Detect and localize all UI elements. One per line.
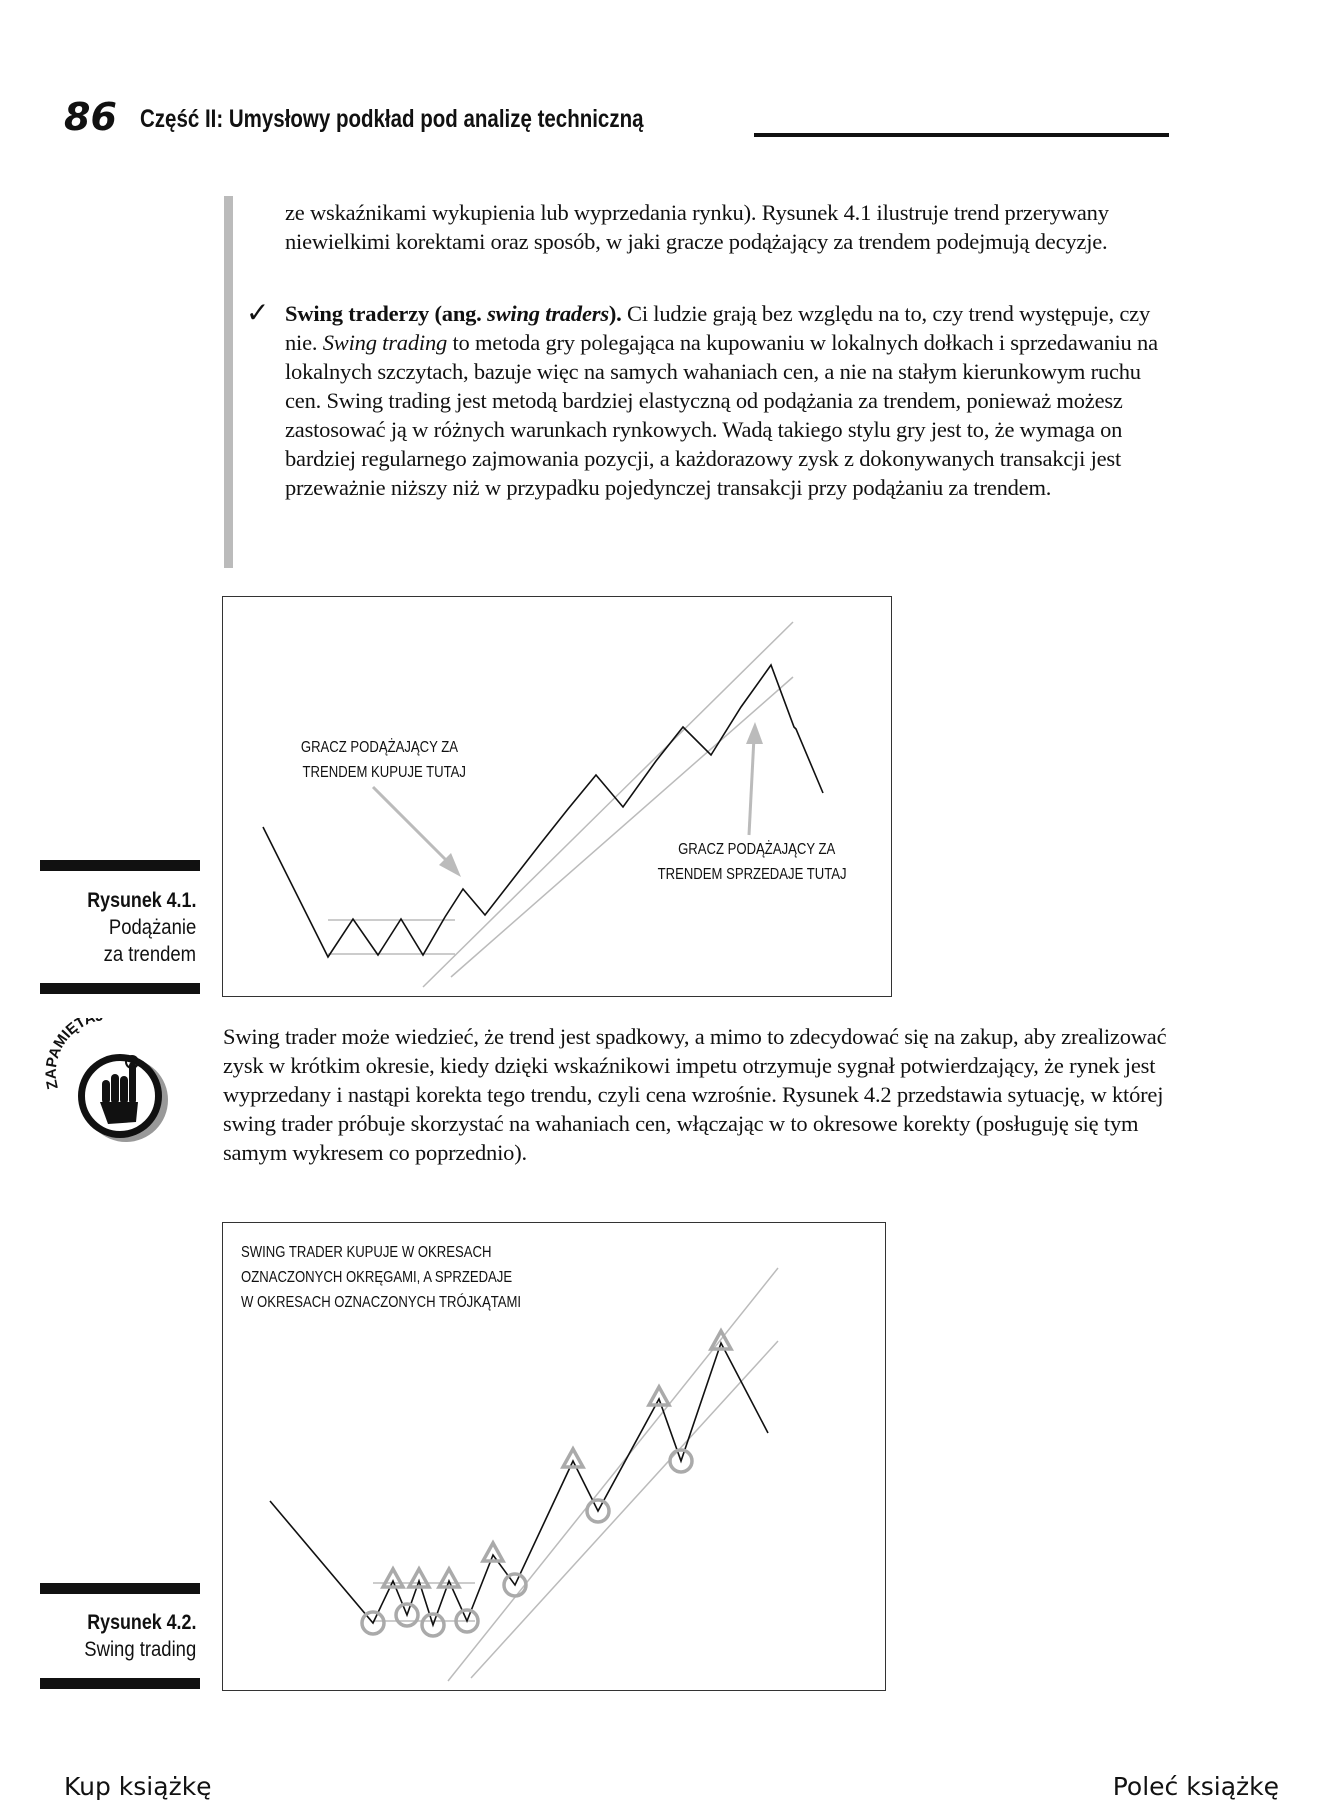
page-number: 86 [64, 95, 117, 139]
page-header [64, 95, 1169, 145]
figure-swing-trading [222, 1222, 886, 1691]
annotation-buy-1: GRACZ PODĄŻAJĄCY ZA [300, 738, 459, 757]
buy-book-link[interactable]: Kup książkę [64, 1772, 212, 1801]
annotation-line-3: W OKRESACH OZNACZONYCH TRÓJKĄTAMI [241, 1293, 522, 1312]
caption-bar-bottom [40, 983, 200, 994]
caption-bar-bottom [40, 1678, 200, 1689]
caption-line: Swing trading [84, 1638, 196, 1661]
figure-1-caption [40, 887, 196, 968]
list-marker-bar [224, 196, 233, 568]
bullet-text-italic: Swing trading [322, 330, 448, 355]
annotation-sell-2: TRENDEM SPRZEDAJE TUTAJ [657, 865, 847, 884]
bullet-lead: Swing traderzy (ang. [285, 301, 482, 326]
annotation-sell-1: GRACZ PODĄŻAJĄCY ZA [678, 840, 836, 859]
header-rule [754, 133, 1169, 137]
figure-trend-following [222, 596, 892, 997]
annotation-line-1: SWING TRADER KUPUJE W OKRESACH [241, 1243, 492, 1262]
paragraph-swing-traders [285, 299, 1165, 502]
caption-bar-top [40, 860, 200, 871]
remember-icon [40, 1018, 180, 1148]
caption-line: Podążanie [108, 916, 196, 939]
annotation-line-2: OZNACZONYCH OKRĘGAMI, A SPRZEDAJE [241, 1268, 513, 1287]
caption-number: Rysunek 4.1. [86, 889, 196, 912]
annotation-buy-2: TRENDEM KUPUJE TUTAJ [302, 763, 467, 782]
paragraph-trend: ze wskaźnikami wykupienia lub wyprzedania rynku). Rysunek 4.1 ilustruje trend przerywany niewielkimi korektami oraz sposób, w jaki gracze podążający za trendem podejmują decyzje. [285, 200, 1109, 254]
checkmark-icon: ✓ [246, 296, 270, 329]
caption-number: Rysunek 4.2. [86, 1611, 196, 1634]
chapter-title: Część II: Umysłowy podkład pod analizę techniczną [140, 105, 644, 133]
figure-2-caption [40, 1609, 196, 1663]
caption-line: za trendem [103, 943, 196, 966]
bullet-text-2: to metoda gry polegająca na kupowaniu w lokalnych dołkach i sprzedawaniu na lokalnych szczytach, bazuje więc na samych wahaniach cen, a nie na stałym kierunkowym ruchu cen. Swing trading jest metodą bardziej elastyczną od podążania za trendem, ponieważ możesz zastosować ją w różnych warunkach rynkowych. Wadą takiego stylu gry jest to, że wymaga on bardziej regularnego zajmowania pozycji, a każdorazowy zysk z dokonywanych transakcji jest przeważnie niższy niż w przypadku pojedynczej transakcji przy podążaniu za trendem. [285, 330, 1158, 500]
remember-label: ZAPAMIĘTA [42, 1018, 98, 1091]
bullet-lead-italic: swing traders [487, 301, 609, 326]
caption-bar-top [40, 1583, 200, 1594]
recommend-book-link[interactable]: Poleć książkę [1112, 1772, 1279, 1801]
bullet-text-1: Ci ludzie grają bez względu na to, czy trend występuje, czy nie. [285, 301, 1151, 355]
paragraph-swing-trader: Swing trader może wiedzieć, że trend jest spadkowy, a mimo to zdecydować się na zakup, aby zrealizować zysk w krótkim okresie, kiedy dzięki wskaźnikowi impetu otrzymuje sygnał potwierdzający, że rynek jest wyprzedany i nastąpi korekta tego trendu, czyli cena wzrośnie. Rysunek 4.2 przedstawia sytuację, w której swing trader próbuje skorzystać na wahaniach cen, włączając w to okresowe korekty (posługuję się tym samym wykresem co poprzednio). [223, 1024, 1167, 1165]
bullet-lead-end: ). [608, 301, 622, 326]
